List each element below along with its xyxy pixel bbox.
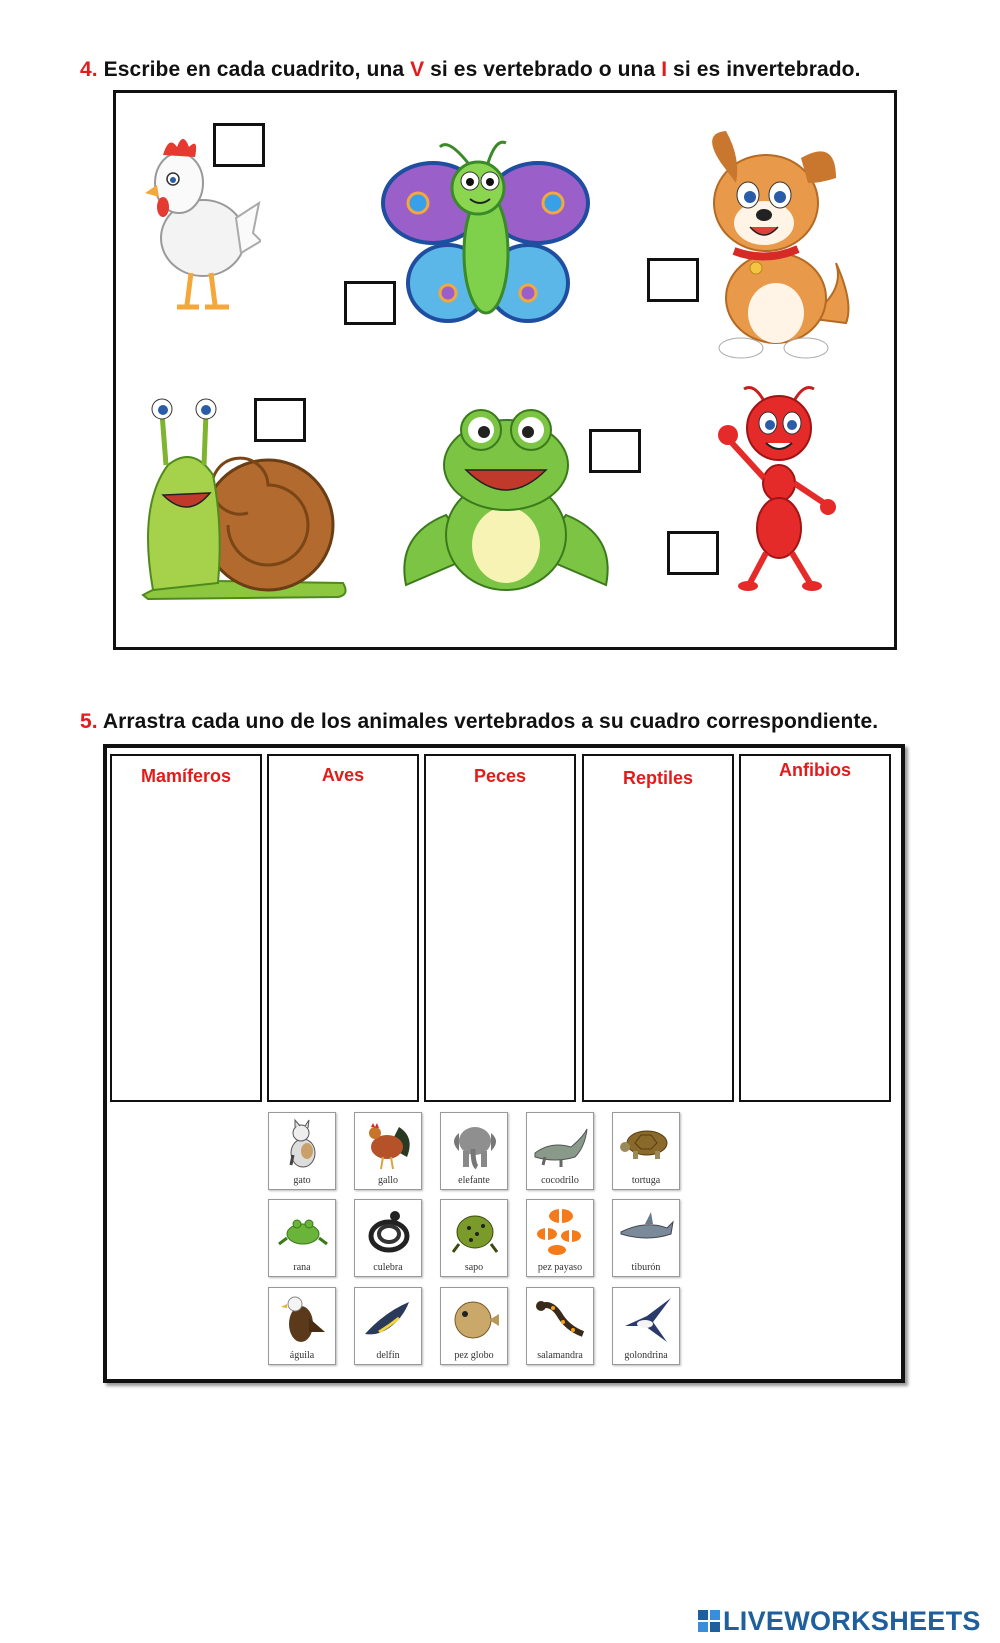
drop-zone-peces[interactable] [424, 754, 576, 1102]
card-label: gallo [378, 1175, 398, 1186]
turtle-icon [617, 1117, 675, 1171]
answer-box-butterfly[interactable] [344, 281, 396, 325]
category-title: Anfibios [779, 760, 851, 780]
shark-icon [617, 1204, 675, 1258]
question-text: Arrastra cada uno de los animales vertebrados a su cuadro correspondiente. [102, 710, 879, 733]
question-5-title [80, 710, 878, 734]
question-4-title [80, 58, 861, 82]
card-cocodrilo[interactable] [526, 1112, 594, 1190]
answer-box-ant[interactable] [667, 531, 719, 575]
dog-illustration [696, 123, 856, 363]
card-golondrina[interactable] [612, 1287, 680, 1365]
snake-icon [359, 1204, 417, 1258]
card-label: salamandra [537, 1350, 583, 1361]
cat-icon [273, 1117, 331, 1171]
butterfly-illustration [378, 133, 593, 333]
card-elefante[interactable] [440, 1112, 508, 1190]
eagle-icon [273, 1292, 331, 1346]
frog-icon [273, 1204, 331, 1258]
dolphin-icon [359, 1292, 417, 1346]
swallow-icon [617, 1292, 675, 1346]
card-label: sapo [464, 1262, 484, 1273]
card-label: elefante [458, 1175, 490, 1186]
card-label: golondrina [624, 1350, 668, 1361]
card-gallo[interactable] [354, 1112, 422, 1190]
question-number: 4. [80, 58, 98, 81]
card-tiburon[interactable] [612, 1199, 680, 1277]
card-delfin[interactable] [354, 1287, 422, 1365]
card-salamandra[interactable] [526, 1287, 594, 1365]
card-label: culebra [373, 1262, 403, 1273]
category-title: Reptiles [622, 768, 694, 788]
rooster-icon [359, 1117, 417, 1171]
answer-box-dog[interactable] [647, 258, 699, 302]
drop-zone-mamiferos[interactable] [110, 754, 262, 1102]
sorting-frame [103, 744, 905, 1383]
card-pez-globo[interactable] [440, 1287, 508, 1365]
question-text-b: si es vertebrado o una [424, 58, 662, 81]
letter-v: V [410, 58, 425, 81]
question-number: 5. [80, 710, 98, 733]
salamander-icon [531, 1292, 589, 1346]
question-text-c: si es invertebrado. [667, 58, 861, 81]
answer-box-hen[interactable] [213, 123, 265, 167]
animals-frame [113, 90, 897, 650]
card-label: gato [293, 1175, 311, 1186]
card-label: águila [289, 1350, 315, 1361]
question-text-a: Escribe en cada cuadrito, una [103, 58, 411, 81]
crocodile-icon [531, 1117, 589, 1171]
answer-box-frog[interactable] [589, 429, 641, 473]
letter-i: I [661, 58, 668, 81]
card-label: rana [293, 1262, 311, 1273]
liveworksheets-logo-icon [698, 1610, 720, 1632]
drop-zone-reptiles[interactable] [582, 754, 734, 1102]
card-label: cocodrilo [541, 1175, 579, 1186]
answer-box-snail[interactable] [254, 398, 306, 442]
ant-illustration [714, 383, 844, 593]
drop-zone-aves[interactable] [267, 754, 419, 1102]
card-label: pez payaso [537, 1262, 583, 1273]
card-label: tiburón [631, 1262, 661, 1273]
card-label: pez globo [454, 1350, 494, 1361]
toad-icon [445, 1204, 503, 1258]
brand-logo [698, 1606, 981, 1636]
card-gato[interactable] [268, 1112, 336, 1190]
card-pez-payaso[interactable] [526, 1199, 594, 1277]
clownfish-icon [531, 1204, 589, 1258]
category-title: Aves [321, 765, 365, 785]
card-tortuga[interactable] [612, 1112, 680, 1190]
card-label: tortuga [631, 1175, 661, 1186]
snail-illustration [138, 385, 353, 605]
card-label: delfín [376, 1350, 400, 1361]
card-aguila[interactable] [268, 1287, 336, 1365]
card-rana[interactable] [268, 1199, 336, 1277]
brand-name: LIVEWORKSHEETS [723, 1605, 981, 1636]
pufferfish-icon [445, 1292, 503, 1346]
category-title: Peces [473, 766, 527, 786]
card-sapo[interactable] [440, 1199, 508, 1277]
drop-zone-anfibios[interactable] [739, 754, 891, 1102]
category-title: Mamíferos [140, 766, 232, 786]
card-culebra[interactable] [354, 1199, 422, 1277]
elephant-icon [445, 1117, 503, 1171]
